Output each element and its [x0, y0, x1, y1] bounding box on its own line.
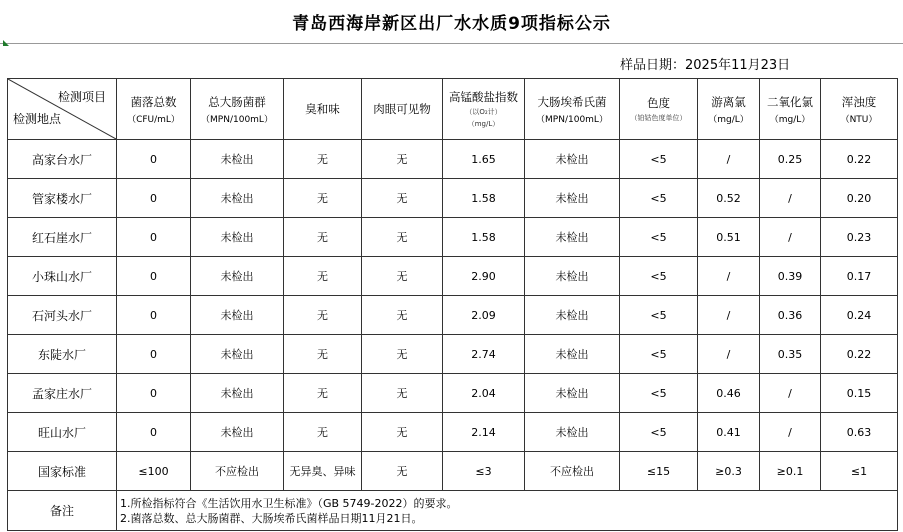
table-cell: 未检出 — [525, 413, 620, 452]
table-cell: 无 — [284, 218, 362, 257]
diagonal-header-cell — [8, 79, 117, 140]
table-cell: 未检出 — [525, 218, 620, 257]
header-row — [8, 79, 898, 140]
remarks-content — [117, 491, 898, 531]
column-header: 肉眼可见物 — [362, 79, 443, 140]
table-cell: 未检出 — [191, 140, 284, 179]
table-row — [8, 218, 898, 257]
standard-cell: ≥0.3 — [698, 452, 760, 491]
table-cell: 1.65 — [443, 140, 525, 179]
table-cell: 0 — [117, 335, 191, 374]
table-cell: 1.58 — [443, 179, 525, 218]
table-cell: 0.35 — [760, 335, 821, 374]
table-cell: 无 — [284, 413, 362, 452]
standard-cell: 无 — [362, 452, 443, 491]
table-cell: 1.58 — [443, 218, 525, 257]
table-cell: / — [698, 140, 760, 179]
table-row — [8, 257, 898, 296]
page-title — [0, 0, 903, 44]
table-cell: 无 — [362, 218, 443, 257]
table-cell: <5 — [620, 140, 698, 179]
table-cell: 0.25 — [760, 140, 821, 179]
site-name: 管家楼水厂 — [8, 179, 117, 218]
table-cell: 0.15 — [821, 374, 898, 413]
table-cell: 0 — [117, 179, 191, 218]
column-header: 色度 （铂钴色度单位） — [620, 79, 698, 140]
table-cell: 无 — [362, 257, 443, 296]
table-cell: 未检出 — [191, 374, 284, 413]
site-name: 小珠山水厂 — [8, 257, 117, 296]
table-cell: 2.74 — [443, 335, 525, 374]
table-cell: 未检出 — [525, 335, 620, 374]
table-cell: 未检出 — [191, 296, 284, 335]
table-cell: <5 — [620, 296, 698, 335]
column-header: 菌落总数 （CFU/mL） — [117, 79, 191, 140]
site-name: 孟家庄水厂 — [8, 374, 117, 413]
table-cell: 未检出 — [525, 140, 620, 179]
table-cell: 无 — [284, 179, 362, 218]
table-cell: 无 — [362, 374, 443, 413]
table-cell: 0.22 — [821, 140, 898, 179]
water-quality-table — [7, 78, 898, 531]
table-cell: 无 — [362, 296, 443, 335]
table-cell: 0.22 — [821, 335, 898, 374]
table-row — [8, 335, 898, 374]
item-axis-label: 检测项目 — [57, 90, 106, 104]
column-header: 总大肠菌群 （MPN/100mL） — [191, 79, 284, 140]
table-cell: 未检出 — [191, 257, 284, 296]
table-cell: 无 — [284, 296, 362, 335]
table-cell: 0 — [117, 374, 191, 413]
table-cell: / — [760, 413, 821, 452]
table-cell: 无 — [284, 374, 362, 413]
table-cell: 无 — [362, 335, 443, 374]
sample-date-row — [0, 44, 903, 77]
remark-line-1: 1.所检指标符合《生活饮用水卫生标准》（GB 5749-2022）的要求。 — [120, 496, 458, 510]
table-cell: / — [698, 296, 760, 335]
site-name: 旺山水厂 — [8, 413, 117, 452]
site-name: 东陡水厂 — [8, 335, 117, 374]
table-cell: 0.17 — [821, 257, 898, 296]
sample-date: 样品日期：2025年11月23日 — [620, 58, 791, 73]
column-header: 臭和味 — [284, 79, 362, 140]
table-cell: 未检出 — [191, 218, 284, 257]
table-cell: / — [698, 257, 760, 296]
table-cell: 2.14 — [443, 413, 525, 452]
title-text: 青岛西海岸新区出厂水水质9项指标公示 — [292, 14, 611, 34]
standard-cell: 不应检出 — [525, 452, 620, 491]
table-row — [8, 179, 898, 218]
table-cell: 未检出 — [191, 179, 284, 218]
table-cell: <5 — [620, 335, 698, 374]
table-cell: 无 — [362, 413, 443, 452]
table-cell: 0 — [117, 218, 191, 257]
table-cell: <5 — [620, 374, 698, 413]
table-cell: 0.52 — [698, 179, 760, 218]
table-cell: 2.90 — [443, 257, 525, 296]
table-cell: 未检出 — [191, 335, 284, 374]
table-cell: 0 — [117, 296, 191, 335]
table-cell: 0.23 — [821, 218, 898, 257]
table-cell: 0 — [117, 413, 191, 452]
standard-cell: ≤1 — [821, 452, 898, 491]
table-cell: / — [760, 218, 821, 257]
table-cell: 无 — [362, 179, 443, 218]
table-cell: 未检出 — [525, 179, 620, 218]
column-header: 游离氯 （mg/L） — [698, 79, 760, 140]
table-cell: 0 — [117, 140, 191, 179]
table-cell: 0 — [117, 257, 191, 296]
table-cell: 无 — [284, 140, 362, 179]
remark-line-2: 2.菌落总数、总大肠菌群、大肠埃希氏菌样品日期11月21日。 — [120, 511, 423, 525]
table-cell: 0.39 — [760, 257, 821, 296]
column-header: 大肠埃希氏菌 （MPN/100mL） — [525, 79, 620, 140]
table-cell: 0.63 — [821, 413, 898, 452]
table-row — [8, 296, 898, 335]
table-row — [8, 374, 898, 413]
table-cell: 未检出 — [191, 413, 284, 452]
site-name: 石河头水厂 — [8, 296, 117, 335]
table-cell: 0.46 — [698, 374, 760, 413]
standard-cell: 不应检出 — [191, 452, 284, 491]
remarks-row — [8, 491, 898, 531]
table-cell: 2.04 — [443, 374, 525, 413]
table-row — [8, 413, 898, 452]
table-cell: <5 — [620, 179, 698, 218]
site-axis-label: 检测地点 — [13, 112, 62, 126]
table-cell: <5 — [620, 257, 698, 296]
column-header: 浑浊度 （NTU） — [821, 79, 898, 140]
table-cell: 无 — [284, 257, 362, 296]
site-name: 高家台水厂 — [8, 140, 117, 179]
table-cell: <5 — [620, 218, 698, 257]
table-row — [8, 140, 898, 179]
table-cell: 未检出 — [525, 296, 620, 335]
table-cell: 0.24 — [821, 296, 898, 335]
table-cell: / — [760, 374, 821, 413]
table-cell: 无 — [284, 335, 362, 374]
table-cell: <5 — [620, 413, 698, 452]
column-header: 高锰酸盐指数 （以O₂计） （mg/L） — [443, 79, 525, 140]
standard-cell: ≥0.1 — [760, 452, 821, 491]
national-standard-row — [8, 452, 898, 491]
table-cell: 0.51 — [698, 218, 760, 257]
table-cell: 2.09 — [443, 296, 525, 335]
table-cell: 无 — [362, 140, 443, 179]
table-cell: 0.20 — [821, 179, 898, 218]
column-header: 二氧化氯 （mg/L） — [760, 79, 821, 140]
standard-cell: 无异臭、异味 — [284, 452, 362, 491]
table-cell: 未检出 — [525, 257, 620, 296]
standard-cell: ≤100 — [117, 452, 191, 491]
table-cell: 未检出 — [525, 374, 620, 413]
table-cell: 0.36 — [760, 296, 821, 335]
table-cell: 0.41 — [698, 413, 760, 452]
standard-cell: ≤3 — [443, 452, 525, 491]
standard-label: 国家标准 — [8, 452, 117, 491]
standard-cell: ≤15 — [620, 452, 698, 491]
remarks-label: 备注 — [8, 491, 117, 531]
table-cell: / — [698, 335, 760, 374]
table-cell: / — [760, 179, 821, 218]
site-name: 红石崖水厂 — [8, 218, 117, 257]
